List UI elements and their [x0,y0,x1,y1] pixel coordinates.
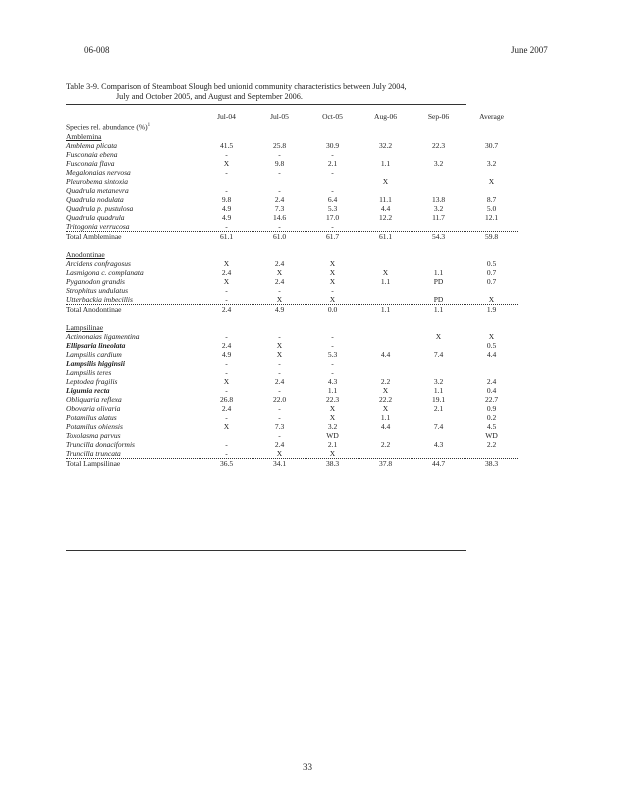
table-cell [412,286,465,295]
table-cell: 2.4 [274,376,285,386]
table-cell: 1.9 [486,304,497,314]
table-cell [359,368,412,377]
table-cell: X [382,176,389,186]
species-name: Lasmigona c. complanata [66,267,144,277]
species-name: Megalonaias nervosa [66,167,131,177]
table-cell: 0.7 [486,267,497,277]
column-header: Jul-04 [217,112,236,121]
table-row [66,150,518,159]
table-cell: 9.8 [274,158,285,168]
table-cell: X [329,258,336,268]
species-name: Quadrula nodulata [66,194,124,204]
table-cell: 22.0 [272,394,287,404]
table-cell: 2.2 [380,439,391,449]
table-cell: 2.4 [274,194,285,204]
table-cell: 11.1 [379,194,392,204]
table-cell: - [278,412,281,422]
table-cell [412,449,465,459]
species-name: Potamilus ohiensis [66,421,123,431]
species-name: Fusconaia ebena [66,149,118,159]
table-cell: X [223,421,230,431]
table-cell: 3.2 [433,203,444,213]
table-cell: - [200,449,253,459]
table-cell: 0.0 [327,304,338,314]
species-name: Quadrula quadrula [66,212,125,222]
table-cell: - [225,331,228,341]
table-cell: - [278,403,281,413]
table-cell: - [278,331,281,341]
table-cell [253,177,306,186]
table-cell: 5.0 [486,203,497,213]
table-cell: - [331,331,334,341]
table-cell: 12.1 [484,212,499,222]
table-body [66,112,518,468]
header-blank [66,112,200,121]
table-cell: X [329,267,336,277]
table-cell: - [331,167,334,177]
group-total-row [66,231,518,241]
table-cell: 1.1 [380,412,391,422]
table-cell: X [329,412,336,422]
table-cell: X [382,385,389,395]
table-cell [359,186,412,195]
table-cell [412,186,465,195]
table-cell: 7.4 [433,421,444,431]
column-header: Jul-05 [270,112,289,121]
species-name: Potamilus alatus [66,412,117,422]
table-cell: 61.1 [219,231,234,241]
table-cell: - [200,295,253,305]
table-cell: 4.3 [327,376,338,386]
table-row [66,204,518,213]
table-cell: 8.7 [486,194,497,204]
species-name: Ligumia recta [66,385,110,395]
header-row [66,112,518,121]
species-name: Fusconaia flava [66,158,115,168]
column-header: Sep-06 [427,112,450,121]
table-row [66,422,518,431]
table-cell: 26.8 [219,394,234,404]
table-cell: 22.7 [484,394,499,404]
table-cell: 0.5 [486,340,497,350]
subhead-footnote: 1 [147,123,151,128]
table-row [66,159,518,168]
column-header: Oct-05 [322,112,343,121]
species-name: Actinonaias ligamentina [66,331,140,341]
table-cell: 2.4 [221,304,232,314]
table-cell: X [488,331,495,341]
table-cell: X [382,267,389,277]
table-cell: WD [485,430,498,440]
table-cell: 0.4 [486,385,497,395]
table-cell: 22.2 [378,394,393,404]
species-name: Amblema plicata [66,140,118,150]
table-cell [412,368,465,377]
group-total-label: Total Ambleminae [66,231,122,241]
table-cell [359,295,412,305]
table-cell: 2.2 [380,376,391,386]
table-cell: 1.1 [380,276,391,286]
table-cell: 61.7 [325,231,340,241]
table-row [66,259,518,268]
caption-line-1: Table 3-9. Comparison of Steamboat Slough bed unionid community characteristics between July 2004, [66,82,407,91]
table-row [66,431,518,440]
table-cell: 4.4 [380,421,391,431]
group-heading: Lampsilinae [66,322,104,332]
table-cell: 2.4 [274,439,285,449]
table-cell: 37.8 [378,458,393,468]
table-cell: - [331,358,334,368]
species-name: Toxolasma parvus [66,430,121,440]
table-cell: - [225,439,228,449]
group-total-row [66,458,518,468]
table-cell: 7.3 [274,421,285,431]
table-cell: - [306,222,359,232]
table-cell: 2.4 [486,376,497,386]
table-cell: X [276,349,283,359]
table-cell: - [331,185,334,195]
table-cell: X [435,331,442,341]
document-date: June 2007 [511,45,548,55]
table-cell [359,431,412,440]
species-name: Tritogonia verrucosa [66,222,200,232]
table-cell: - [278,285,281,295]
table-cell [412,431,465,440]
species-name: Strophitus undulatus [66,285,129,295]
table-row [66,368,518,377]
table-cell [412,168,465,177]
table-row [66,213,518,222]
table-row [66,359,518,368]
spacer-row [66,241,518,250]
table-cell: 0.5 [486,258,497,268]
page-number: 33 [303,762,312,772]
table-cell [412,177,465,186]
table-cell: 4.5 [486,421,497,431]
table-cell: - [278,149,281,159]
table-cell [200,431,253,440]
table-cell: 2.2 [486,439,497,449]
table-cell [465,286,518,295]
table-cell: 3.2 [486,158,497,168]
table-cell [465,168,518,177]
table-row [66,404,518,413]
column-header: Average [479,112,504,121]
group-heading: Amblemina [66,131,102,141]
table-cell: 22.3 [431,140,446,150]
species-name: Pleurobema sintoxia [66,176,129,186]
table-row [66,332,518,341]
table-cell: PD [412,295,465,305]
table-cell: 2.4 [221,403,232,413]
document-id: 06-008 [84,45,110,55]
table-cell: 1.1 [380,304,391,314]
table-cell [412,150,465,159]
table-cell: 6.4 [327,194,338,204]
table-cell: X [223,276,230,286]
table-cell: 30.7 [484,140,499,150]
species-name: Lampsilis higginsii [66,358,125,368]
table-cell [359,222,412,232]
group-heading-row [66,250,518,259]
table-cell: X [253,295,306,305]
table-cell: - [225,367,228,377]
table-cell: - [200,222,253,232]
table-cell: 13.8 [431,194,446,204]
table-cell: - [225,358,228,368]
species-name: Pyganodon grandis [66,276,125,286]
table-cell [359,168,412,177]
table-row [66,295,518,305]
table-row [66,186,518,195]
table-cell: 32.2 [378,140,393,150]
table-cell: 0.2 [486,412,497,422]
table-cell: 1.1 [433,267,444,277]
table-cell [359,150,412,159]
table-cell: - [331,149,334,159]
subhead-row [66,121,518,132]
table-cell: 34.1 [272,458,287,468]
table-cell [359,259,412,268]
table-cell: X [329,276,336,286]
table-row [66,195,518,204]
table-cell: 14.6 [272,212,287,222]
table-cell: 9.8 [221,194,232,204]
group-total-label: Total Lampsilinae [66,458,121,468]
table-cell: 2.1 [327,158,338,168]
group-heading-row [66,132,518,141]
table-cell: 7.3 [274,203,285,213]
table-caption [66,82,486,102]
species-name: Utterbackia imbecillis [66,295,200,305]
table-cell: 3.2 [433,158,444,168]
table-cell [412,222,465,232]
table-cell: 4.4 [380,203,391,213]
table-cell: 1.1 [433,385,444,395]
table-cell [465,222,518,232]
table-cell [465,359,518,368]
table-cell [465,368,518,377]
table-cell: X [488,176,495,186]
table-cell [359,359,412,368]
table-cell: 4.3 [433,439,444,449]
table-row [66,377,518,386]
table-cell: 2.4 [221,267,232,277]
table-cell: X [382,403,389,413]
table-cell: X [276,340,283,350]
subhead [66,121,200,132]
species-name: Quadrula p. pustulosa [66,203,134,213]
table-cell: X [253,449,306,459]
table-cell: 19.1 [431,394,446,404]
table-cell [412,413,465,422]
table-cell: 4.4 [380,349,391,359]
table-cell: 5.3 [327,349,338,359]
subhead-text: Species rel. abundance (%) [66,122,148,132]
table-cell [412,259,465,268]
table-cell: 38.3 [484,458,499,468]
table-cell: 1.1 [327,385,338,395]
table-cell: 61.1 [378,231,393,241]
table-cell: 5.3 [327,203,338,213]
table-cell: - [225,149,228,159]
table-bottom-rule [66,550,466,551]
table-cell: 1.1 [433,304,444,314]
species-name: Ellipsaria lineolata [66,340,126,350]
table-cell: - [225,412,228,422]
column-header: Aug-06 [374,112,397,121]
table-cell: - [278,167,281,177]
table-row [66,177,518,186]
table-cell: 4.9 [221,212,232,222]
table-row [66,350,518,359]
table-cell: 25.8 [272,140,287,150]
table-cell: 0.7 [486,276,497,286]
table-cell: WD [326,430,339,440]
table-cell: 0.9 [486,403,497,413]
table-cell: X [276,267,283,277]
group-total-label: Total Anodontinae [66,304,122,314]
table-row [66,268,518,277]
table-row [66,413,518,422]
table-cell: 2.4 [274,276,285,286]
table-cell: 44.7 [431,458,446,468]
table-cell: X [306,449,359,459]
group-total-row [66,304,518,314]
table-cell: 7.4 [433,349,444,359]
species-name: Quadrula metanevra [66,185,129,195]
table-cell: 2.4 [221,340,232,350]
table-cell: 59.8 [484,231,499,241]
species-name: Lampsilis cardium [66,349,122,359]
table-cell [465,186,518,195]
table-cell: - [278,430,281,440]
table-cell [359,286,412,295]
table-cell: X [329,403,336,413]
group-heading-row [66,323,518,332]
table-cell [359,341,412,350]
table-cell: 3.2 [433,376,444,386]
unionid-community-table [66,112,518,468]
table-cell [412,359,465,368]
table-cell: X [223,258,230,268]
table-cell: - [278,358,281,368]
table-cell [412,341,465,350]
table-cell: - [225,285,228,295]
table-cell: 12.2 [378,212,393,222]
table-cell: 4.4 [486,349,497,359]
group-heading: Anodontinae [66,249,105,259]
species-name: Leptodea fragilis [66,376,118,386]
species-name: Lampsilis teres [66,367,112,377]
table-cell: 3.2 [327,421,338,431]
table-row [66,286,518,295]
species-name: Truncilla donaciformis [66,439,135,449]
table-cell: - [225,167,228,177]
table-cell: - [278,185,281,195]
table-cell: 22.3 [325,394,340,404]
table-cell: X [306,295,359,305]
table-cell: - [331,340,334,350]
table-cell: 4.9 [274,304,285,314]
table-cell [359,332,412,341]
table-cell: PD [433,276,444,286]
table-cell [359,449,412,459]
table-cell [306,177,359,186]
table-cell: X [223,158,230,168]
table-row [66,449,518,459]
table-cell: 11.7 [432,212,445,222]
table-cell [200,177,253,186]
table-cell: - [278,385,281,395]
table-cell: 41.5 [219,140,234,150]
table-cell: - [331,367,334,377]
table-row [66,386,518,395]
species-name: Arcidens confragosus [66,258,131,268]
table-cell: 38.3 [325,458,340,468]
table-cell: X [223,376,230,386]
table-row [66,395,518,404]
table-row [66,341,518,350]
table-cell: - [225,185,228,195]
table-cell: 1.1 [380,158,391,168]
table-cell: - [253,222,306,232]
species-name: Obliquaria reflexa [66,394,122,404]
table-cell: 2.4 [274,258,285,268]
spacer-row [66,314,518,323]
table-cell: 4.9 [221,349,232,359]
table-cell: 17.0 [325,212,340,222]
caption-line-2: July and October 2005, and August and September 2006. [116,92,303,101]
table-row [66,440,518,449]
species-name: Truncilla truncata [66,449,200,459]
table-cell: 54.3 [431,231,446,241]
table-cell: 2.1 [327,439,338,449]
table-top-rule [66,104,466,105]
table-cell: 61.0 [272,231,287,241]
table-row [66,141,518,150]
species-name: Obovaria olivaria [66,403,121,413]
table-cell: 2.1 [433,403,444,413]
table-row [66,168,518,177]
table-row [66,277,518,286]
table-cell: - [331,285,334,295]
table-cell: 30.9 [325,140,340,150]
table-cell: - [278,367,281,377]
table-cell: - [225,385,228,395]
table-cell: X [465,295,518,305]
table-cell [465,150,518,159]
table-cell: 4.9 [221,203,232,213]
table-cell: 36.5 [219,458,234,468]
table-row [66,222,518,232]
table-cell [465,449,518,459]
